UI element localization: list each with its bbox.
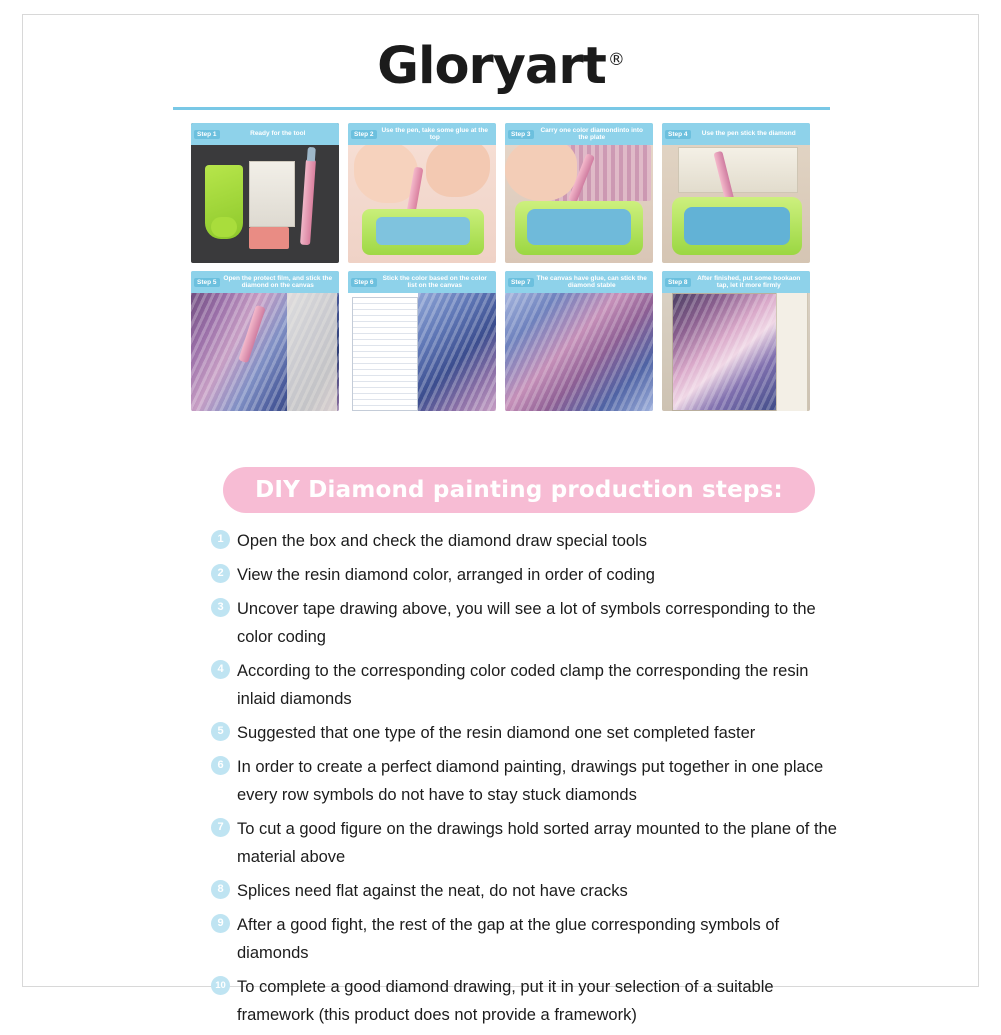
tray-shape bbox=[672, 197, 802, 255]
pen-shape bbox=[300, 159, 316, 245]
step-photo-7-number: Step 7 bbox=[508, 278, 534, 287]
step-photo-1-number: Step 1 bbox=[194, 130, 220, 139]
step-photo-2-caption bbox=[348, 123, 496, 145]
list-item bbox=[211, 815, 851, 871]
step-photo-5-number: Step 5 bbox=[194, 278, 220, 287]
step-photo-4-text: Use the pen stick the diamond bbox=[701, 130, 796, 138]
step-photo-3-caption bbox=[505, 123, 653, 145]
list-item-number: 8 bbox=[211, 880, 230, 899]
list-item-text: Uncover tape drawing above, you will see a lot of symbols corresponding to the color coding bbox=[237, 600, 816, 646]
step-photo-1-caption bbox=[191, 123, 339, 145]
instructions-title: DIY Diamond painting production steps: bbox=[255, 477, 783, 503]
step-photo-2-number: Step 2 bbox=[351, 130, 377, 139]
instructions-list bbox=[211, 527, 851, 1035]
list-item bbox=[211, 973, 851, 1029]
step-photo-4-caption bbox=[662, 123, 810, 145]
diamond-art-shape bbox=[505, 289, 653, 411]
registered-trademark-icon: ® bbox=[607, 50, 624, 70]
sheet-border bbox=[22, 14, 979, 1024]
list-item bbox=[211, 527, 851, 555]
list-item-number: 2 bbox=[211, 564, 230, 583]
canvas-shape bbox=[678, 147, 798, 193]
list-item-text: View the resin diamond color, arranged in order of coding bbox=[237, 566, 655, 584]
hand-shape bbox=[426, 139, 490, 197]
step-photo-4-number: Step 4 bbox=[665, 130, 691, 139]
step-photo-1-text: Ready for the tool bbox=[250, 130, 306, 138]
step-photo-7-caption bbox=[505, 271, 653, 293]
list-item bbox=[211, 753, 851, 809]
header-divider bbox=[173, 107, 830, 110]
step-photo-6-text: Stick the color based on the color list on the canvas bbox=[382, 274, 487, 289]
list-item-text: After a good fight, the rest of the gap at the glue corresponding symbols of diamonds bbox=[237, 916, 780, 962]
list-item bbox=[211, 719, 851, 747]
step-photo-6 bbox=[348, 271, 496, 411]
finished-art-shape bbox=[672, 293, 780, 411]
step-photo-5-caption bbox=[191, 271, 339, 293]
tray-shape bbox=[205, 165, 243, 239]
step-photo-8-text: After finished, put some bookaon tap, let it more firmly bbox=[697, 274, 801, 289]
hand-shape bbox=[354, 141, 418, 203]
step-photo-8 bbox=[662, 271, 810, 411]
step-photo-6-number: Step 6 bbox=[351, 278, 377, 287]
list-item-text: In order to create a perfect diamond painting, drawings put together in one place every row symbols do not have to stay stuck diamonds bbox=[237, 758, 824, 804]
list-item-text: Open the box and check the diamond draw special tools bbox=[237, 532, 648, 550]
list-item-number: 9 bbox=[211, 914, 230, 933]
list-item-text: According to the corresponding color coded clamp the corresponding the resin inlaid diamonds bbox=[237, 662, 809, 708]
color-chart-shape bbox=[352, 297, 418, 411]
brand-title bbox=[23, 37, 978, 96]
brand-name: Gloryart bbox=[377, 37, 606, 96]
steps-photo-grid bbox=[191, 123, 811, 411]
protect-film-shape bbox=[287, 293, 337, 411]
step-photo-4 bbox=[662, 123, 810, 263]
list-item-number: 1 bbox=[211, 530, 230, 549]
step-photo-2 bbox=[348, 123, 496, 263]
list-item-number: 10 bbox=[211, 976, 230, 995]
list-item-number: 5 bbox=[211, 722, 230, 741]
plate-shape bbox=[515, 201, 643, 255]
step-photo-8-caption bbox=[662, 271, 810, 293]
list-item bbox=[211, 657, 851, 713]
step-photo-7 bbox=[505, 271, 653, 411]
list-item-number: 7 bbox=[211, 818, 230, 837]
step-photo-6-caption bbox=[348, 271, 496, 293]
tray-shape bbox=[362, 209, 484, 255]
list-item-number: 6 bbox=[211, 756, 230, 775]
step-photo-3 bbox=[505, 123, 653, 263]
list-item bbox=[211, 561, 851, 589]
frame-shape bbox=[776, 291, 808, 411]
glue-pad-shape bbox=[249, 227, 289, 249]
list-item bbox=[211, 911, 851, 967]
list-item-text: To complete a good diamond drawing, put it in your selection of a suitable framework (this product does not provide a framework) bbox=[237, 978, 774, 1024]
step-photo-7-text: The canvas have glue, can stick the diamond stable bbox=[536, 274, 647, 289]
step-photo-5-text: Open the protect film, and stick the diamond on the canvas bbox=[223, 274, 333, 289]
step-photo-3-number: Step 3 bbox=[508, 130, 534, 139]
step-photo-2-text: Use the pen, take some glue at the top bbox=[381, 126, 489, 141]
list-item-text: Suggested that one type of the resin diamond one set completed faster bbox=[237, 724, 756, 742]
instructions-title-banner bbox=[223, 467, 815, 513]
hand-shape bbox=[505, 139, 577, 201]
diamond-art-shape bbox=[418, 293, 496, 411]
list-item-text: Splices need flat against the neat, do not have cracks bbox=[237, 882, 628, 900]
step-photo-3-text: Carry one color diamondinto into the plate bbox=[540, 126, 644, 141]
list-item bbox=[211, 877, 851, 905]
bag-shape bbox=[249, 161, 295, 227]
step-photo-5 bbox=[191, 271, 339, 411]
list-item-number: 3 bbox=[211, 598, 230, 617]
list-item-text: To cut a good figure on the drawings hold sorted array mounted to the plane of the material above bbox=[237, 820, 837, 866]
list-item bbox=[211, 595, 851, 651]
step-photo-1 bbox=[191, 123, 339, 263]
step-photo-8-number: Step 8 bbox=[665, 278, 691, 287]
list-item-number: 4 bbox=[211, 660, 230, 679]
